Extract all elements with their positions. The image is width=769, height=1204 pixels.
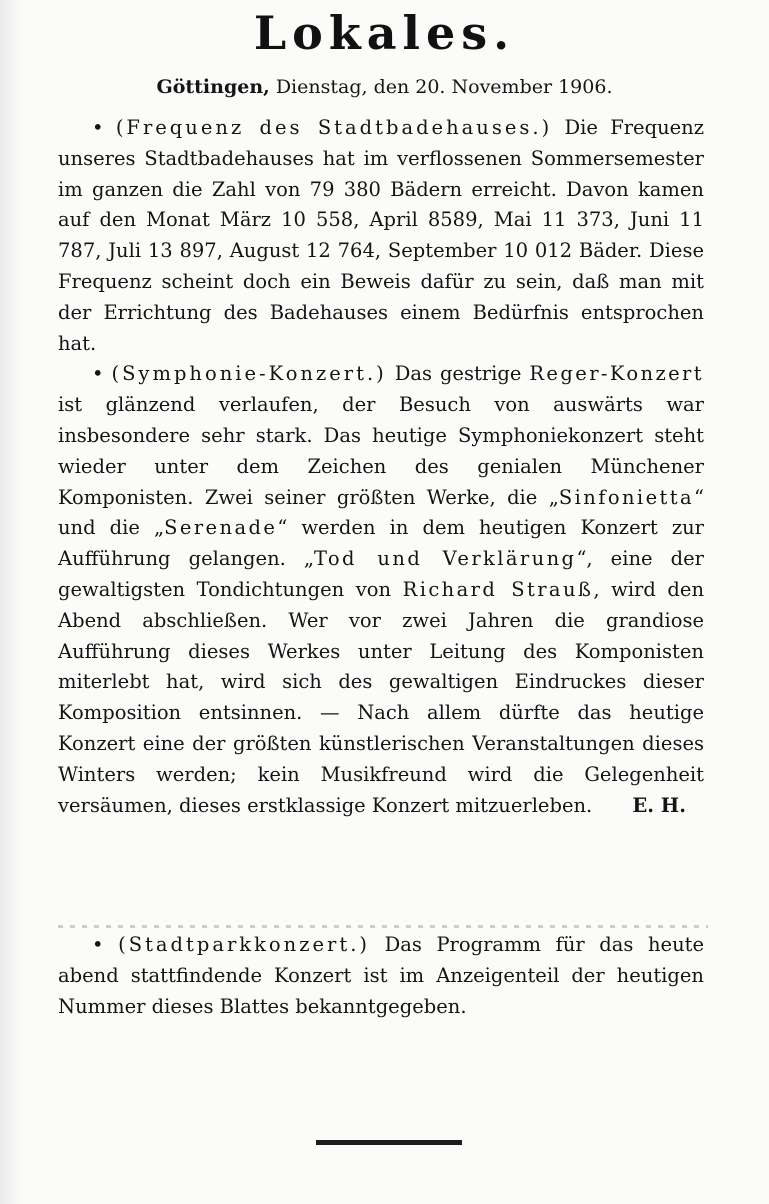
article-column-continued <box>58 930 704 1022</box>
spaced-term: Reger-Konzert <box>529 362 705 386</box>
closing-rule <box>316 1140 462 1145</box>
bullet-mark: • <box>92 116 104 139</box>
article-text: “ und die „ <box>58 485 704 540</box>
article-text: Das gestrige <box>394 362 530 386</box>
article-text: “ werden in dem heutigen Konzert zur Aufführung gelangen. „ <box>58 516 705 571</box>
dateline-date: Dienstag, den 20. November 1906. <box>269 76 613 98</box>
bullet-mark: • <box>92 362 104 386</box>
article-body: Die Frequenz unseres Stadtbadehauses hat im verflossenen Sommersemester im ganzen die Zahl von 79 380 Bädern erreicht. Davon kamen auf den Monat März 10 558, April 8589, Mai 11 373, Juni 11 787, Juli 13 897, August 12 764, September 10 012 Bäder. Diese Frequenz scheint doch ein Beweis dafür zu sein, daß man mit der Errichtung des Badehauses einem Bedürfnis entsprochen hat. <box>58 116 705 355</box>
article-text: “, eine der gewaltigsten Tondichtungen von <box>58 547 704 601</box>
spaced-term: Sinfonietta <box>558 485 695 509</box>
section-heading: Lokales. <box>253 6 516 60</box>
spaced-term: Richard Strauß <box>402 577 594 601</box>
bullet-mark: • <box>92 933 104 956</box>
scan-edge <box>0 0 22 1204</box>
article-title: (Symphonie-Konzert.) <box>111 362 387 386</box>
article-bathhouse <box>58 113 704 359</box>
article-title: (Frequenz des Stadtbadehauses.) <box>115 116 553 139</box>
spaced-term: Tod und Verklärung <box>314 547 577 571</box>
article-text: , wird den Abend abschließen. Wer vor zwei Jahren die grandiose Aufführung dieses Werkes unter Leitung des Komponisten miterlebt hat, wird sich des gewaltigen Eindruckes dieser Komposition entsinnen. — Nach allem dürfte das heutige Konzert eine der größten künstlerischen Veranstaltungen dieses Winters werden; kein Musikfreund wird die Gelegenheit versäumen, dieses erstklassige Konzert mitzuerleben. <box>58 577 705 817</box>
article-symphony <box>58 359 704 821</box>
article-parkconcert <box>58 930 704 1022</box>
article-text: ist glänzend verlaufen, der Besuch von auswärts war insbesondere sehr stark. Das heutige Symphoniekonzert steht wieder unter dem Zeichen des genialen Münchener Komponisten. Zwei seiner größten Werke, die „ <box>58 393 704 509</box>
article-body: Das Programm für das heute abend stattfindende Konzert ist im Anzeigenteil der heutigen Nummer dieses Blattes bekanntgegeben. <box>58 933 705 1018</box>
dateline-place: Göttingen, <box>156 76 270 98</box>
article-title: (Stadtparkkonzert.) <box>118 933 370 956</box>
scan-fold-line <box>58 925 708 928</box>
article-column <box>58 113 704 821</box>
author-signature: E. H. <box>632 793 686 817</box>
dateline <box>0 76 769 98</box>
spaced-term: Serenade <box>164 516 278 540</box>
